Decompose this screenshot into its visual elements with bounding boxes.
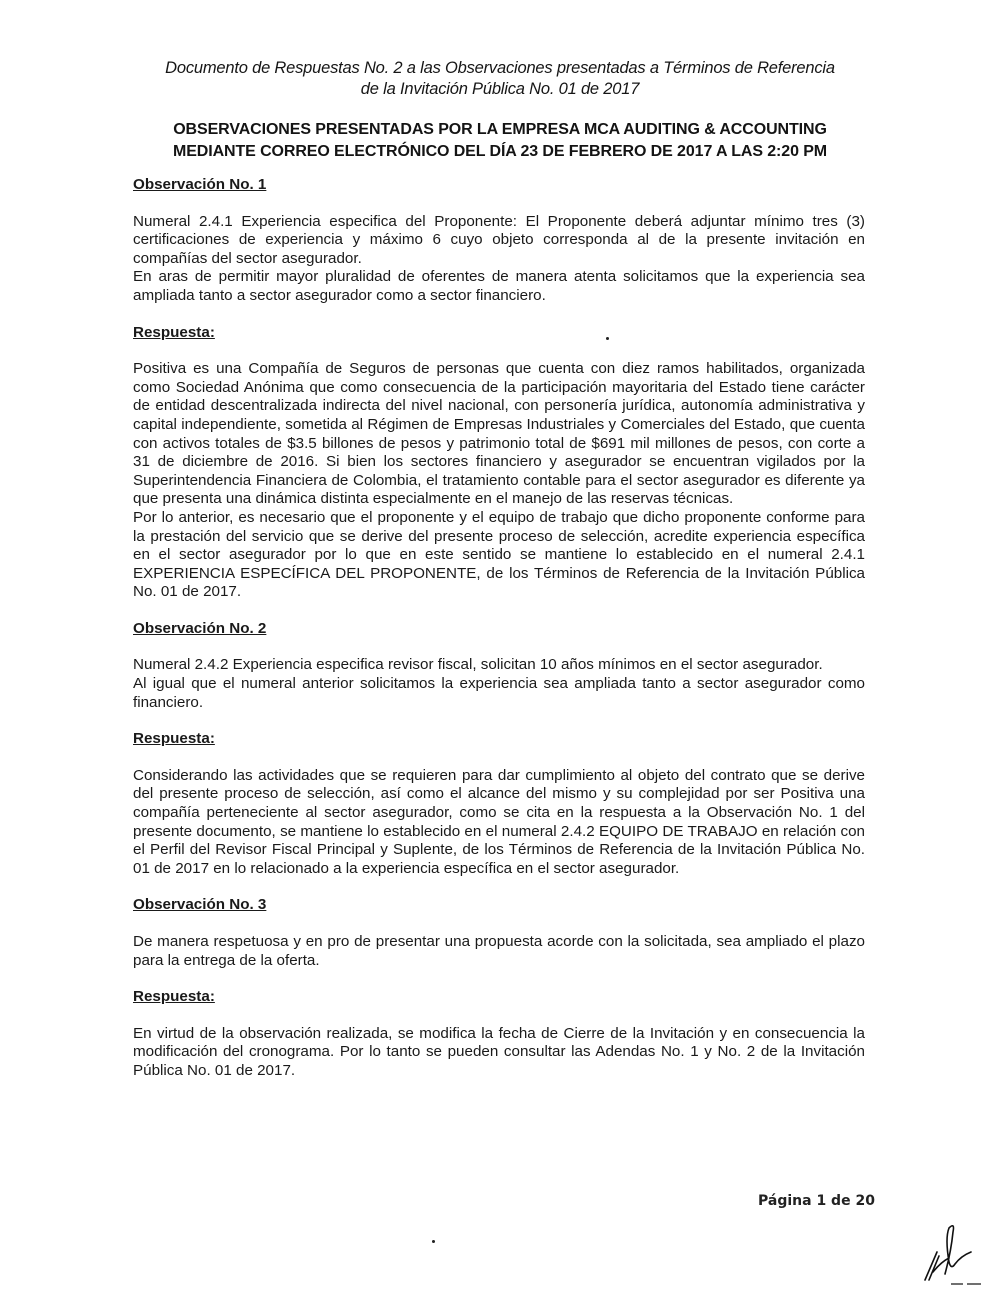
document-header [120,58,880,100]
page-number: Página 1 de 20 [758,1193,875,1209]
response-paragraph: Positiva es una Compañía de Seguros de personas que cuenta con diez ramos habilitados, organizada como Sociedad Anónima que como consecuencia de la participación mayoritaria del Estado tiene carácter de entidad descentralizada indirecta del nivel nacional, con personería jurídica, autonomía administrativa y capital independiente, sometida al Régimen de Empresas Industriales y Comerciales del Estado, que cuenta con activos totales de $3.5 billones de pesos y patrimonio total de $691 mil millones de pesos, con corte a 31 de diciembre de 2016. Si bien los sectores financiero y asegurador se encuentran vigilados por la Superintendencia Financiera de Colombia, el tratamiento contable para el sector asegurador es diferente ya que presenta una dinámica distinta especialmente en el manejo de las reservas técnicas. [133,360,865,508]
document-body [133,176,865,1081]
section-title [120,119,880,163]
response-heading: Respuesta: [133,730,215,748]
signature-icon [915,1222,985,1292]
observation-paragraph: Numeral 2.4.1 Experiencia especifica del Proponente: El Proponente deberá adjuntar mínimo tres (3) certificaciones de experiencia y máximo 6 cuyo objeto corresponda al de la presente invitación en compañías del sector asegurador. [133,212,865,267]
observation-paragraph: Numeral 2.4.2 Experiencia especifica revisor fiscal, solicitan 10 años mínimos en el sector asegurador. [133,656,823,674]
section-title-line-1: OBSERVACIONES PRESENTADAS POR LA EMPRESA MCA AUDITING & ACCOUNTING [173,121,827,138]
observation-3 [133,896,865,1080]
section-title-line-2: MEDIANTE CORREO ELECTRÓNICO DEL DÍA 23 DE FEBRERO DE 2017 A LAS 2:20 PM [172,143,828,160]
scan-speck [606,337,609,340]
response-heading: Respuesta: [133,988,215,1006]
observation-paragraph: En aras de permitir mayor pluralidad de oferentes de manera atenta solicitamos que la experiencia sea ampliada tanto a sector asegurador como a sector financiero. [133,268,865,304]
observation-heading: Observación No. 3 [133,896,267,914]
response-paragraph: Considerando las actividades que se requieren para dar cumplimiento al objeto del contrato que se derive del presente proceso de selección, así como el alcance del mismo y su complejidad por ser Positiva una compañía perteneciente al sector asegurador, como se cita en la respuesta a la Observación No. 1 del presente documento, se mantiene lo establecido en el numeral 2.4.2 EQUIPO DE TRABAJO en relación con el Perfil del Revisor Fiscal Principal y Suplente, de los Términos de Referencia de la Invitación Pública No. 01 de 2017 en lo relacionado a la experiencia específica en el sector asegurador. [133,766,865,877]
observation-heading: Observación No. 2 [133,619,267,637]
observation-1 [133,176,865,602]
header-line-1: Documento de Respuestas No. 2 a las Observaciones presentadas a Términos de Referencia [165,59,835,77]
observation-heading: Observación No. 1 [133,176,267,193]
response-heading: Respuesta: [133,323,215,341]
header-line-2: de la Invitación Pública No. 01 de 2017 [360,80,640,98]
scan-speck [432,1240,435,1243]
observation-paragraph: De manera respetuosa y en pro de presentar una propuesta acorde con la solicitada, sea ampliado el plazo para la entrega de la oferta. [133,933,865,969]
observation-paragraph: Al igual que el numeral anterior solicitamos la experiencia sea ampliada tanto a sector asegurador como financiero. [133,675,865,711]
response-paragraph: En virtud de la observación realizada, se modifica la fecha de Cierre de la Invitación y en consecuencia la modificación del cronograma. Por lo tanto se pueden consultar las Adendas No. 1 y No. 2 de la Invitación Pública No. 01 de 2017. [133,1024,865,1079]
observation-2 [133,620,865,879]
response-paragraph: Por lo anterior, es necesario que el proponente y el equipo de trabajo que dicho proponente conforme para la prestación del servicio que se derive del presente proceso de selección, acredite experiencia específica en el sector asegurador por lo que en este sentido se mantiene lo establecido en el numeral 2.4.1 EXPERIENCIA ESPECÍFICA DEL PROPONENTE, de los Términos de Referencia de la Invitación Pública No. 01 de 2017. [133,508,865,601]
